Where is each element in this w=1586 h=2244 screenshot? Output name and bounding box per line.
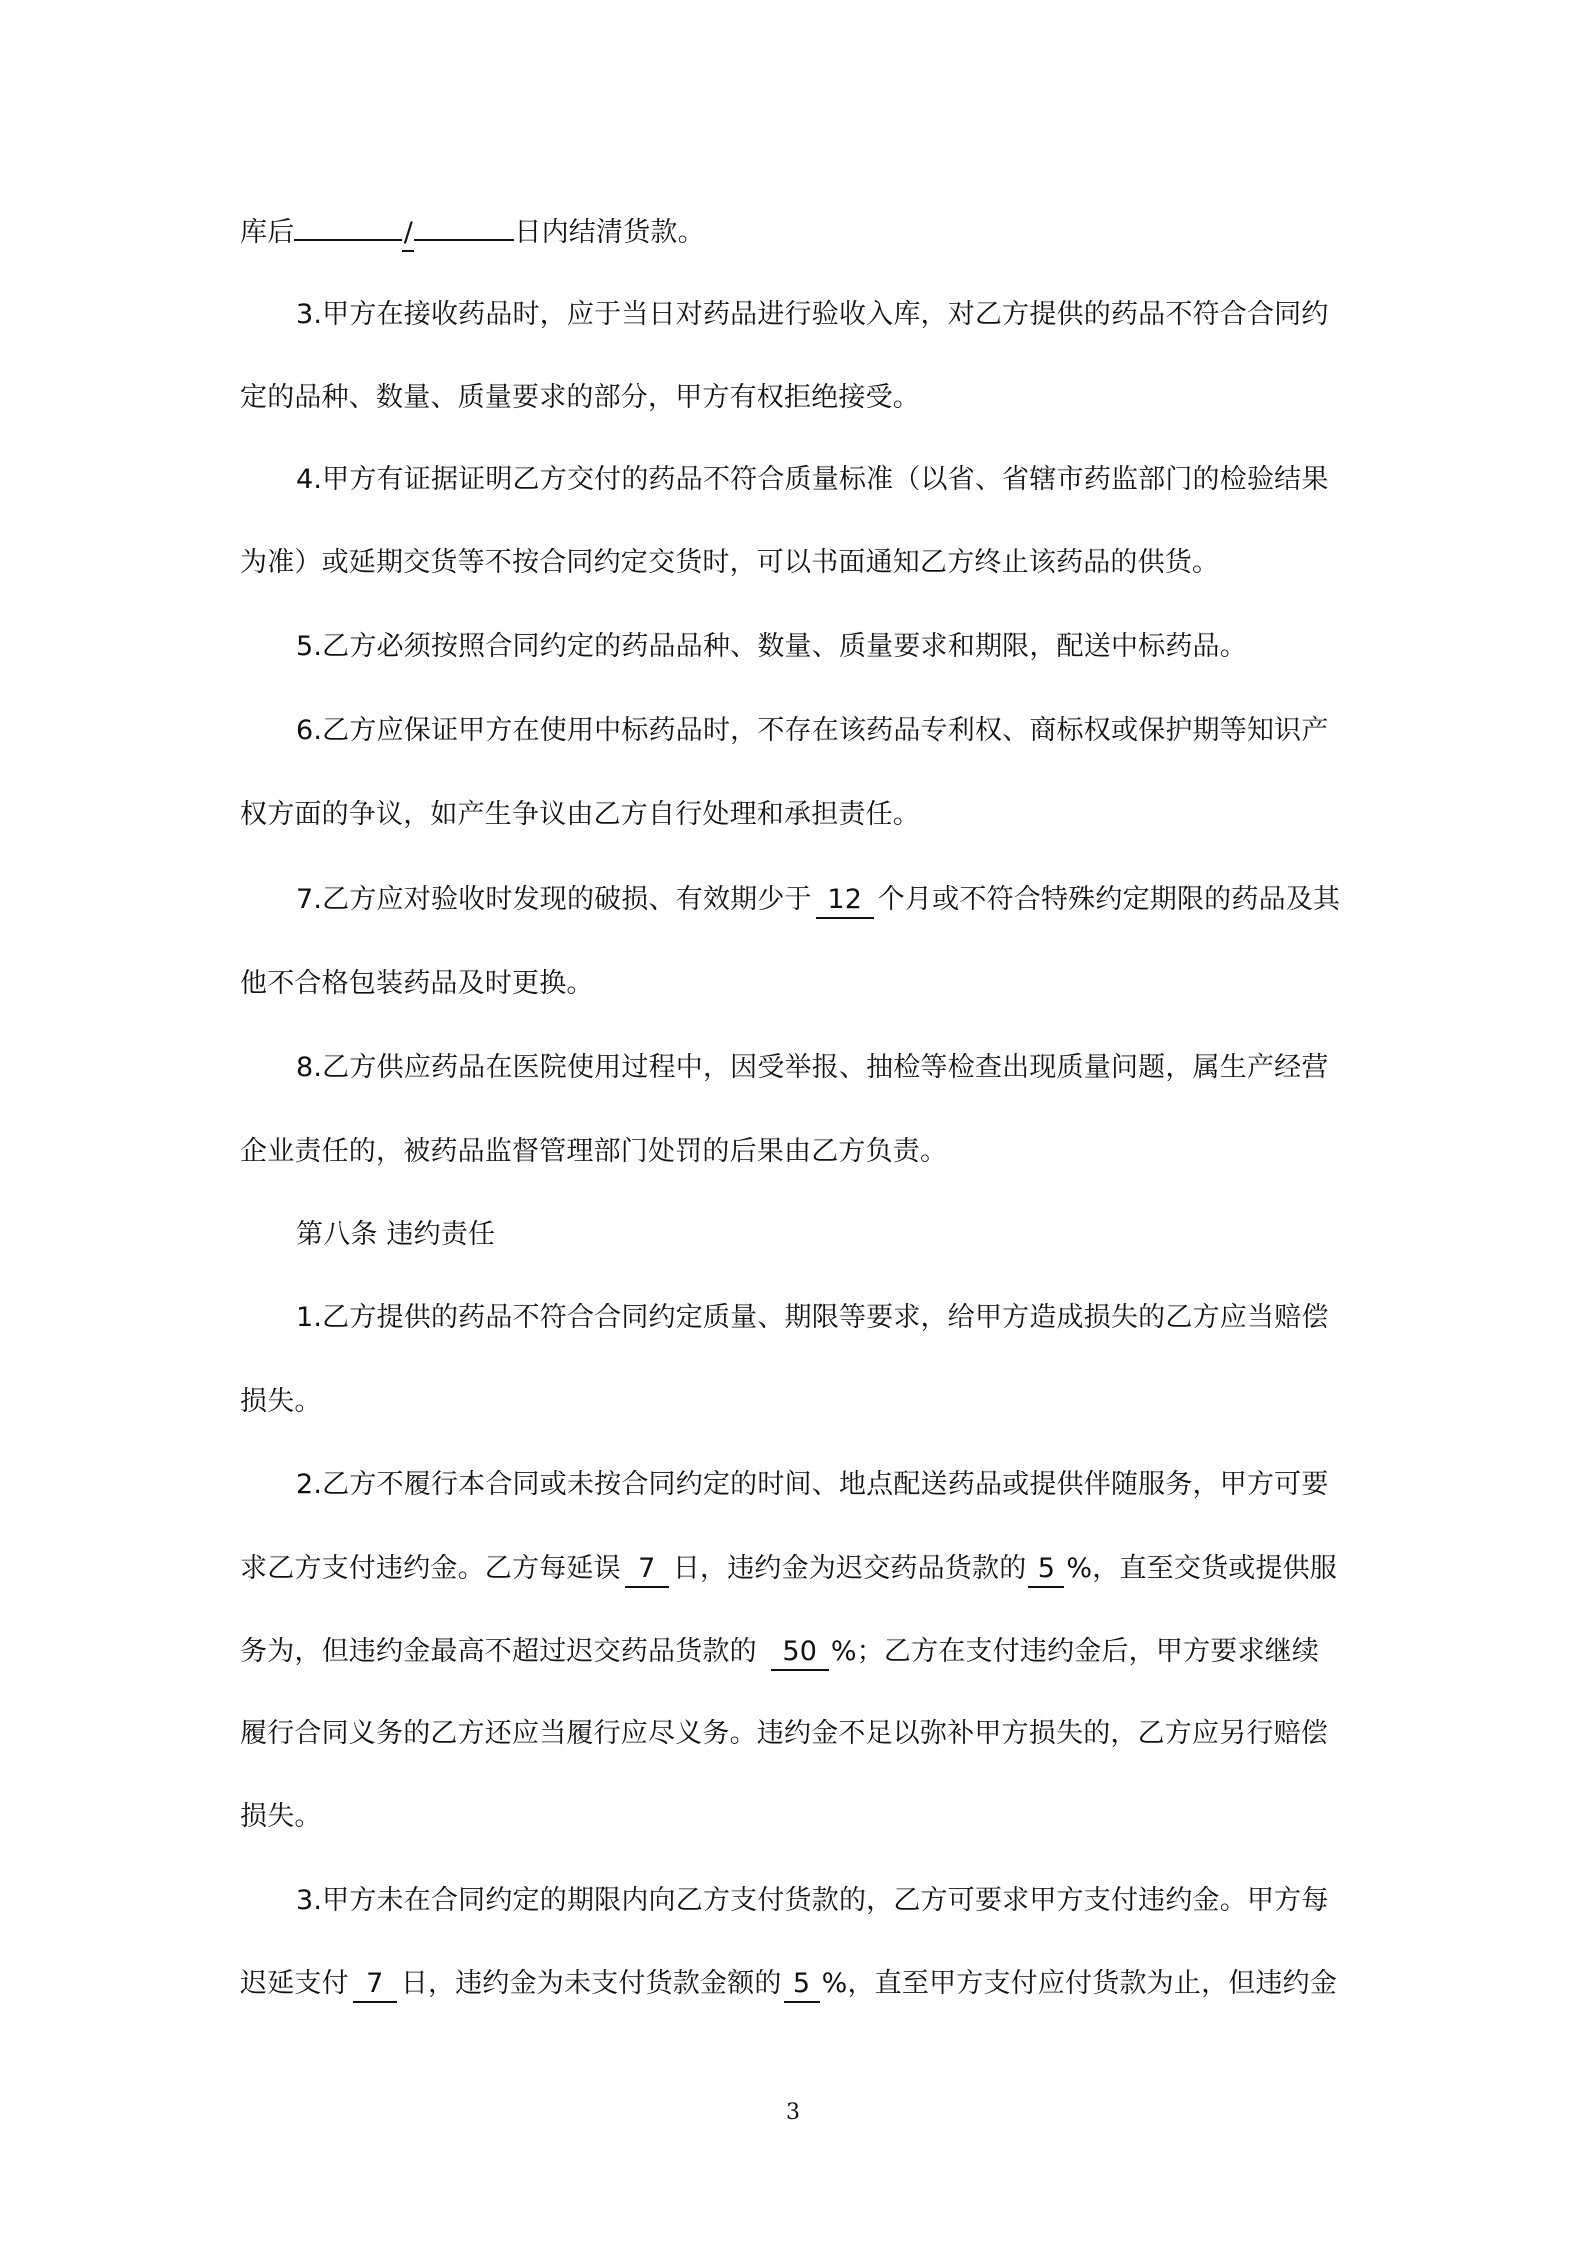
article-8-item-2-line-3 xyxy=(240,1632,1319,1672)
text: 迟延支付 xyxy=(240,1968,349,1999)
paragraph-4-line-2: 为准）或延期交货等不按合同约定交货时，可以书面通知乙方终止该药品的供货。 xyxy=(240,547,1220,578)
delay-days-field: 7 xyxy=(353,1967,397,2003)
article-8-item-2-line-4: 履行合同义务的乙方还应当履行应尽义务。违约金不足以弥补甲方损失的，乙方应另行赔偿 xyxy=(240,1718,1328,1749)
paragraph-2-tail xyxy=(240,213,705,253)
penalty-rate-field: 5 xyxy=(1028,1552,1064,1588)
months-field: 12 xyxy=(816,883,874,919)
text: 日，违约金为迟交药品货款的 xyxy=(672,1553,1027,1584)
article-8-title: 第八条 违约责任 xyxy=(296,1219,496,1250)
article-8-item-3-line-1: 3.甲方未在合同约定的期限内向乙方支付货款的，乙方可要求甲方支付违约金。甲方每 xyxy=(296,1885,1329,1916)
article-8-item-2-line-1: 2.乙方不履行本合同或未按合同约定的时间、地点配送药品或提供伴随服务，甲方可要 xyxy=(296,1469,1329,1500)
penalty-rate-field: 5 xyxy=(784,1967,820,2003)
article-8-item-2-line-5: 损失。 xyxy=(240,1801,322,1832)
blank-field xyxy=(414,239,514,241)
text: 7.乙方应对验收时发现的破损、有效期少于 xyxy=(296,884,812,915)
text: 求乙方支付违约金。乙方每延误 xyxy=(240,1553,621,1584)
paragraph-6-line-1: 6.乙方应保证甲方在使用中标药品时，不存在该药品专利权、商标权或保护期等知识产 xyxy=(296,715,1329,746)
text: 日，违约金为未支付货款金额的 xyxy=(400,1968,782,1999)
max-rate-field: 50 xyxy=(771,1635,829,1671)
paragraph-7-line-2: 他不合格包装药品及时更换。 xyxy=(240,968,594,999)
text: %；乙方在支付违约金后，甲方要求继续 xyxy=(830,1636,1320,1667)
article-8-item-1-line-1: 1.乙方提供的药品不符合合同约定质量、期限等要求，给甲方造成损失的乙方应当赔偿 xyxy=(296,1302,1329,1333)
delay-days-field: 7 xyxy=(625,1552,669,1588)
text: 务为，但违约金最高不超过迟交药品货款的 xyxy=(240,1636,757,1667)
paragraph-7-line-1 xyxy=(296,880,1340,920)
paragraph-3-line-1: 3.甲方在接收药品时，应于当日对药品进行验收入库，对乙方提供的药品不符合合同约 xyxy=(296,299,1329,330)
text: 库后 xyxy=(240,217,295,248)
paragraph-6-line-2: 权方面的争议，如产生争议由乙方自行处理和承担责任。 xyxy=(240,799,920,830)
text: %，直至甲方支付应付货款为止，但违约金 xyxy=(821,1968,1338,1999)
article-8-item-3-line-2 xyxy=(240,1964,1337,2004)
text: 日内结清货款。 xyxy=(514,217,705,248)
paragraph-8-line-1: 8.乙方供应药品在医院使用过程中，因受举报、抽检等检查出现质量问题，属生产经营 xyxy=(296,1052,1329,1083)
text: 个月或不符合特殊约定期限的药品及其 xyxy=(877,884,1341,915)
article-8-item-1-line-2: 损失。 xyxy=(240,1386,322,1417)
blank-field xyxy=(294,239,402,241)
paragraph-4-line-1: 4.甲方有证据证明乙方交付的药品不符合质量标准（以省、省辖市药监部门的检验结果 xyxy=(296,464,1329,495)
slash: / xyxy=(402,216,414,252)
page-number: 3 xyxy=(786,2100,800,2125)
paragraph-8-line-2: 企业责任的，被药品监督管理部门处罚的后果由乙方负责。 xyxy=(240,1136,948,1167)
paragraph-5: 5.乙方必须按照合同约定的药品品种、数量、质量要求和期限，配送中标药品。 xyxy=(296,631,1247,662)
article-8-item-2-line-2 xyxy=(240,1549,1337,1589)
text: %，直至交货或提供服 xyxy=(1066,1553,1338,1584)
paragraph-3-line-2: 定的品种、数量、质量要求的部分，甲方有权拒绝接受。 xyxy=(240,382,920,413)
